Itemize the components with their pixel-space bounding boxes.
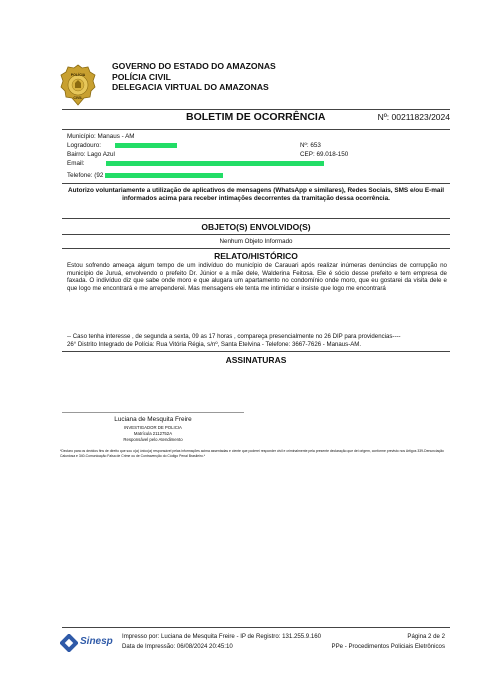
- sinesp-logo-text: Sinesp: [80, 636, 113, 647]
- redaction-bar: [115, 143, 177, 148]
- signer-role: INVESTIGADOR DE POLICIA: [124, 425, 182, 430]
- field-telefone-label: Telefone: (92: [67, 172, 104, 179]
- gov-line-state: GOVERNO DO ESTADO DO AMAZONAS: [112, 61, 276, 71]
- document-title: BOLETIM DE OCORRÊNCIA: [186, 111, 326, 123]
- consent-statement: Autorizo voluntariamente a utilização de aplicativos de mensagens (WhatsApp e similares), Redes Sociais, SMS e/ou E-mail informados acima para receber intimações decorrentes da tramitação dessa ocorrência.: [67, 187, 445, 203]
- signer-name: Luciana de Mesquita Freire: [114, 416, 192, 423]
- field-logradouro-label: Logradouro:: [67, 142, 101, 149]
- divider: [62, 218, 450, 219]
- badge-text-top: POLÍCIA: [70, 73, 86, 77]
- field-email: [67, 160, 324, 167]
- report-narrative: Estou sofrendo ameaça algum tempo de um indivíduo do município de Carauari após realizar inúmeras denúncias de corrupção no município de Juruá, envolvendo o prefeito Dr. Júnior e a mãe dele, Walderina Feitosa. Ele é sócio desse prefeito e tem empresa de faxada. O indivíduo diz que sabe onde moro e que alugara um apartamento no condomínio onde moro, que eu gostarei da visita dele e que logo me encontrará e me arrependerei. Mas mensagens ele tenta me intimidar e insiste que logo me encontrará: [67, 262, 447, 292]
- legal-disclaimer: *Declaro para os devidos fins de direito que sou o(a) único(a) responsável pelas informações acima assentadas e ciente que poderei responder civil e criminalmente pela presente declaração que dei origem, conforme previsto nos Artigos 339-Denunciação Caluniosa e 340-Comunicação Falsa de Crime ou de Contravenção do Código Penal Brasileiro.*: [60, 449, 444, 458]
- report-number: Nº: 00211823/2024: [377, 112, 450, 122]
- government-header: [112, 61, 276, 93]
- divider: [62, 183, 450, 184]
- footer-system: PPe - Procedimentos Policiais Eletrônicos: [331, 643, 445, 650]
- objects-content: Nenhum Objeto Informado: [219, 238, 293, 245]
- sinesp-logo-icon: [60, 634, 78, 652]
- sinesp-logo: [60, 633, 118, 653]
- divider: [62, 129, 450, 130]
- footer-printed-by: Impresso por: Luciana de Mesquita Freire - IP de Registro: 131.255.9.160: [122, 633, 322, 640]
- redaction-bar: [105, 173, 223, 178]
- footer-divider: [62, 627, 450, 628]
- objects-title: OBJETO(S) ENVOLVIDO(S): [201, 222, 311, 232]
- police-badge-icon: [60, 64, 96, 106]
- footer-print-date: Data de Impressão: 06/08/2024 20:45:10: [122, 643, 233, 650]
- title-row: [62, 109, 450, 129]
- signer-responsibility: Responsável pelo Atendimento: [123, 437, 183, 442]
- divider: [62, 351, 450, 352]
- field-cep: CEP: 69.018-150: [300, 151, 349, 158]
- footer-page: Página 2 de 2: [407, 633, 445, 640]
- divider: [62, 248, 450, 249]
- badge-text-bottom: CIVIL: [73, 96, 83, 100]
- report-title: RELATO/HISTÓRICO: [214, 251, 298, 261]
- redaction-bar: [106, 161, 324, 166]
- field-numero: Nº: 653: [300, 142, 321, 149]
- report-notice: [67, 333, 447, 348]
- signatures-title: ASSINATURAS: [225, 355, 287, 365]
- gov-line-police: POLÍCIA CIVIL: [112, 71, 171, 82]
- field-telefone: [67, 172, 223, 179]
- notice-line-2: 26° Distrito Integrado de Polícia: Rua Vitória Régia, s/nº, Santa Etelvina - Telefone: 3667-7626 - Manaus-AM.: [67, 340, 362, 348]
- field-email-label: Email:: [67, 160, 85, 167]
- divider: [62, 234, 450, 235]
- field-municipio: Município: Manaus - AM: [67, 133, 135, 140]
- field-logradouro: [67, 142, 177, 149]
- field-bairro: Bairro: Lago Azul: [67, 151, 115, 158]
- signature-line: [62, 412, 244, 413]
- signer-matricula: Matrícula 2112752A: [133, 431, 173, 436]
- gov-line-delegacia: DELEGACIA VIRTUAL DO AMAZONAS: [112, 82, 269, 92]
- signature-block: [62, 416, 244, 443]
- notice-line-1: -- Caso tenha interesse , de segunda a sexta, 09 as 17 horas , compareça presencialmente no 26 DIP para providencias----: [67, 333, 401, 340]
